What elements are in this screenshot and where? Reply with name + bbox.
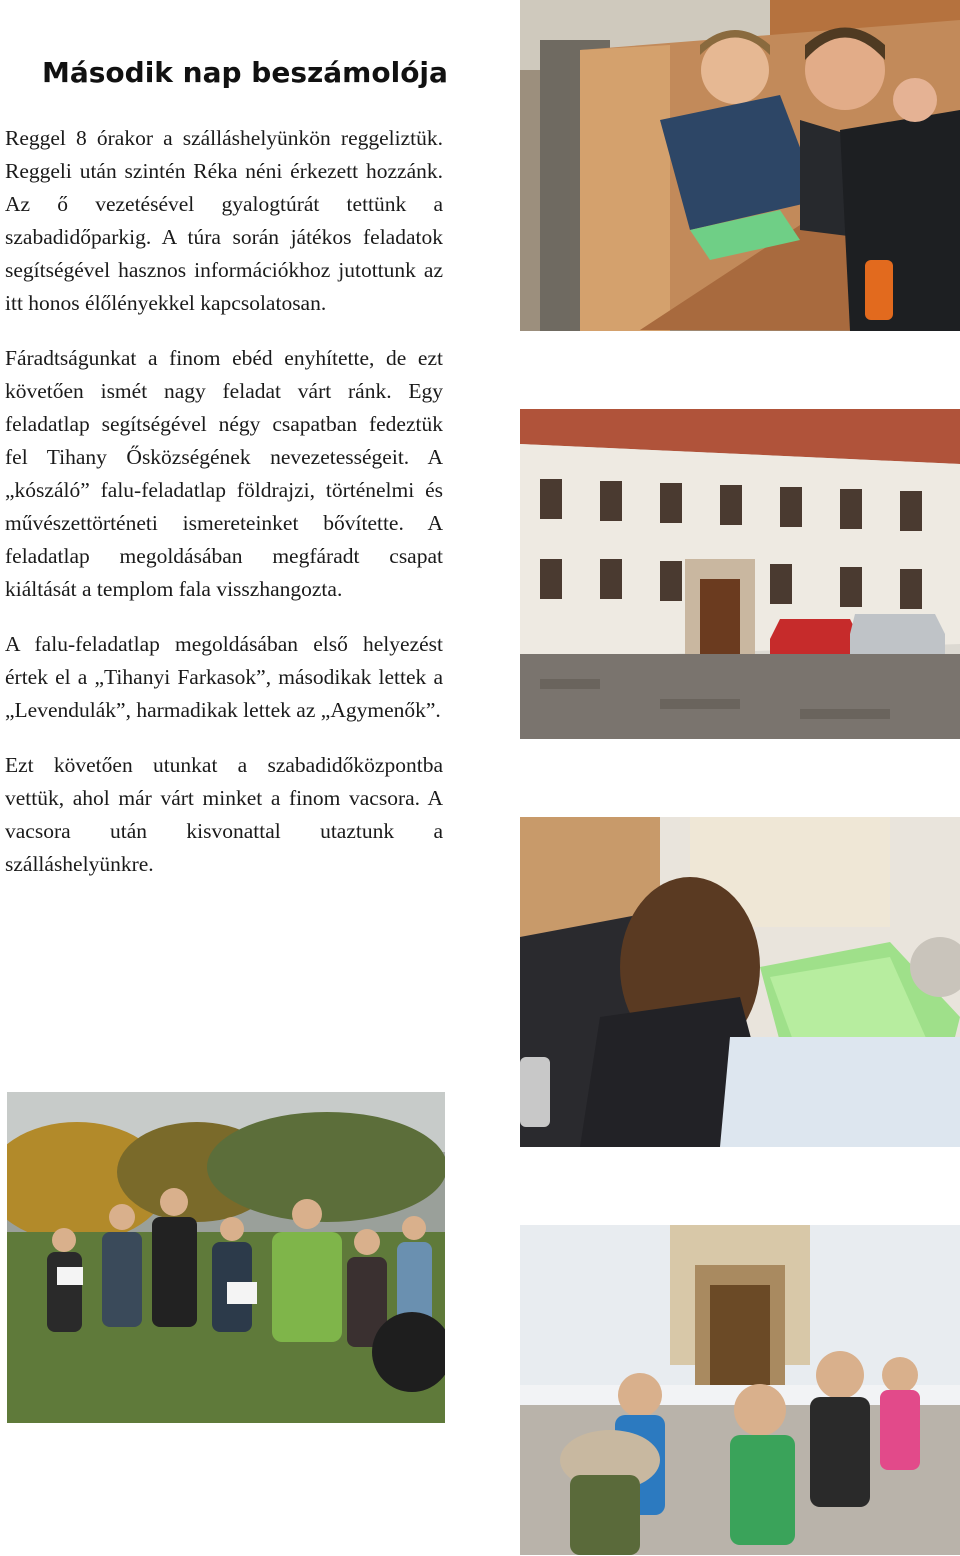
photo-group-church-entrance: [520, 1225, 960, 1555]
paragraph-village-task: Fáradtságunkat a finom ebéd enyhítette, de ezt követően ismét nagy feladat várt ránk. Egy feladatlap segítségével négy csapatban fedeztük fel Tihany Ősközségének nevezetességeit. A „kószáló” falu-feladatlap földrajzi, történelmi és művészettörténeti ismereteinket bővítette. A feladatlap megoldásában megfáradt csapat kiáltását a templom fala visszhangozta.: [5, 346, 443, 601]
page-title: Második nap beszámolója: [42, 56, 448, 89]
paragraph-results: A falu-feladatlap megoldásában első helyezést értek el a „Tihanyi Farkasok”, másodikak lettek a „Levendulák”, harmadikak lettek az „Agymenők”.: [5, 632, 443, 722]
paragraph-evening: Ezt követően utunkat a szabadidőközpontba vettük, ahol már várt minket a finom vacsora. A vacsora után kisvonattal utaztunk a szálláshelyünkre.: [5, 753, 443, 876]
paragraph-morning-hike: Reggel 8 órakor a szálláshelyünkön reggeliztük. Reggeli után szintén Réka néni érkezett hozzánk. Az ő vezetésével gyalogtúrát tettünk a szabadidőparkig. A túra során játékos feladatok segítségével hasznos információkhoz jutottunk az itt honos élőlényekkel kapcsolatosan.: [5, 126, 443, 315]
photo-baroque-building: [520, 409, 960, 739]
photo-children-writing-on-wall: [520, 0, 960, 331]
photo-group-autumn-field: [7, 1092, 445, 1423]
photo-children-with-worksheet: [520, 817, 960, 1147]
report-text: [5, 122, 443, 903]
